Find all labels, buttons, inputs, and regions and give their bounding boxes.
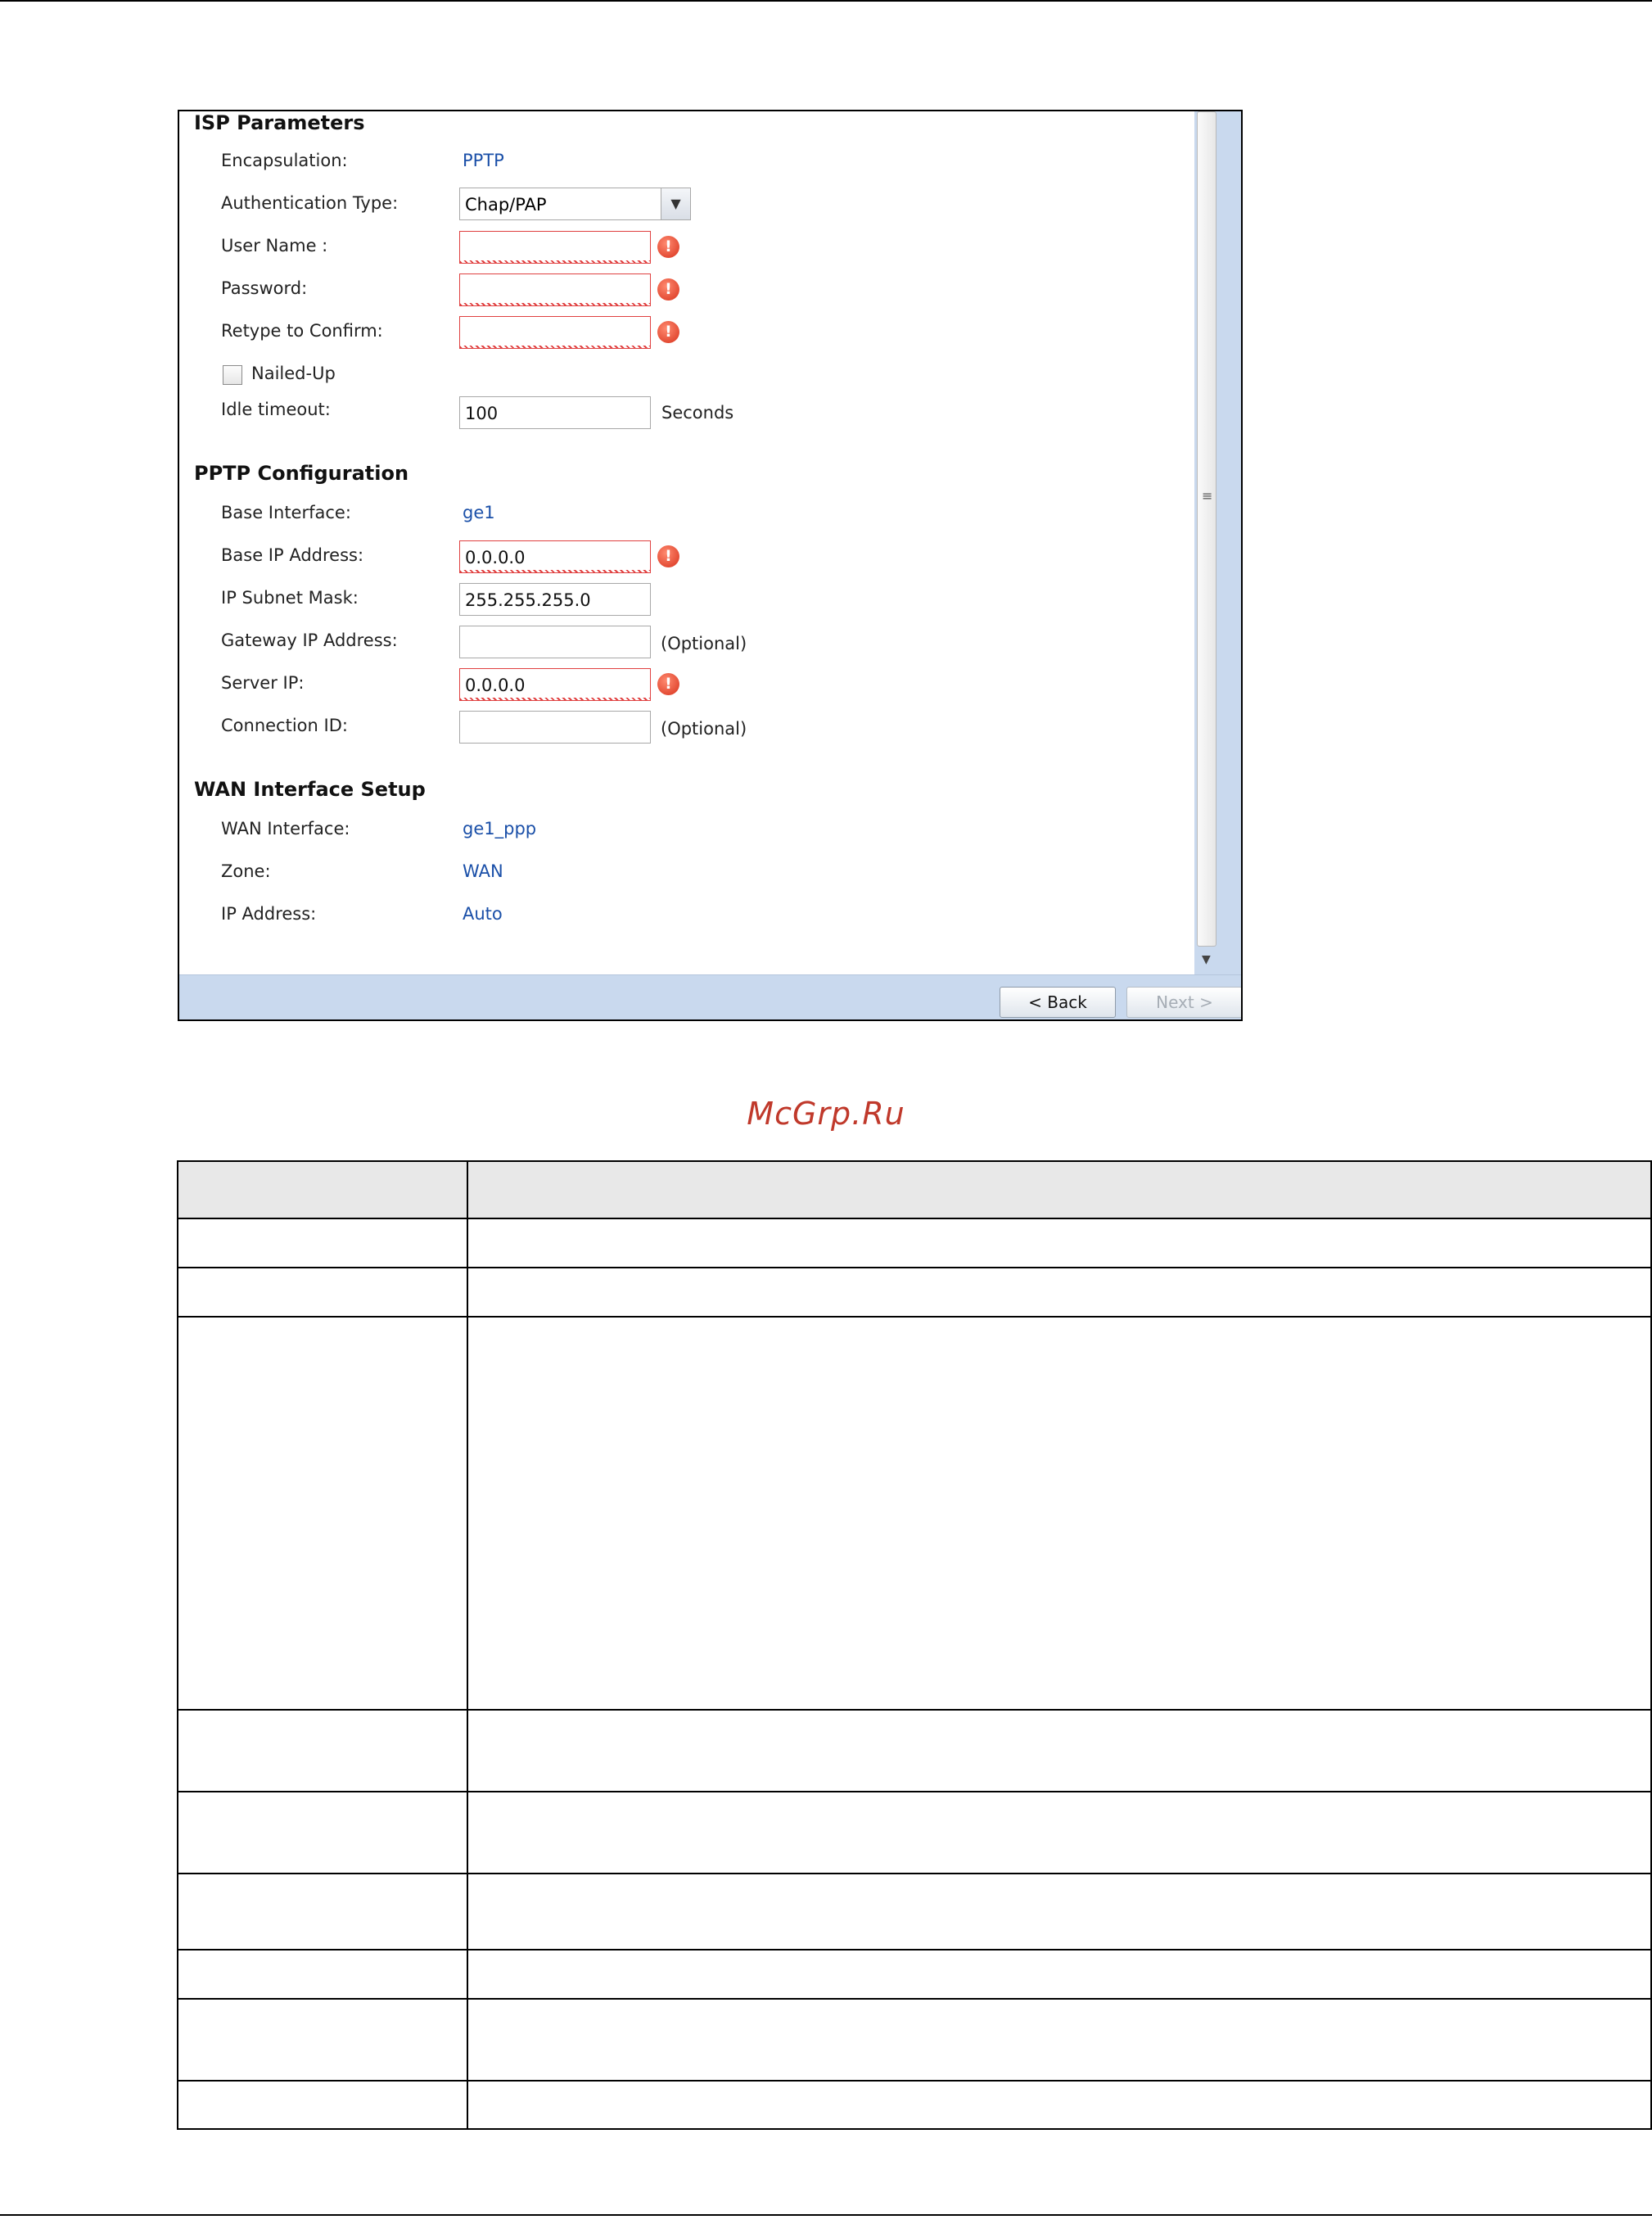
authentication-type-value: Chap/PAP xyxy=(465,195,547,215)
table-row xyxy=(177,1873,1652,1874)
wan-interface-value: ge1_ppp xyxy=(463,819,537,839)
gateway-ip-label: Gateway IP Address: xyxy=(221,631,398,650)
table-row xyxy=(177,1267,1652,1268)
error-icon: ! xyxy=(657,236,679,258)
nailed-up-checkbox[interactable] xyxy=(223,365,242,385)
back-button[interactable]: < Back xyxy=(1000,987,1116,1018)
connection-id-input[interactable] xyxy=(459,711,651,744)
gateway-ip-input[interactable] xyxy=(459,626,651,658)
connection-id-label: Connection ID: xyxy=(221,716,348,735)
retype-confirm-input[interactable] xyxy=(459,316,651,349)
retype-confirm-label: Retype to Confirm: xyxy=(221,321,383,341)
bottom-rule xyxy=(0,2214,1652,2216)
base-ip-input[interactable]: 0.0.0.0 xyxy=(459,540,651,573)
password-label: Password: xyxy=(221,278,308,298)
zone-label: Zone: xyxy=(221,861,271,881)
server-ip-label: Server IP: xyxy=(221,673,305,693)
table-header xyxy=(177,1160,1652,1219)
ip-address-label: IP Address: xyxy=(221,904,317,924)
base-interface-value: ge1 xyxy=(463,503,495,522)
nailed-up-label: Nailed-Up xyxy=(251,364,336,383)
field-description-table xyxy=(177,1160,1652,2130)
zone-value: WAN xyxy=(463,861,503,881)
pptp-configuration-title: PPTP Configuration xyxy=(194,462,409,485)
table-row xyxy=(177,2080,1652,2082)
subnet-mask-label: IP Subnet Mask: xyxy=(221,588,359,608)
idle-timeout-input[interactable]: 100 xyxy=(459,396,651,429)
ip-address-value: Auto xyxy=(463,904,503,924)
table-row xyxy=(177,1316,1652,1318)
scrollbar-thumb[interactable] xyxy=(1197,111,1216,947)
isp-parameters-title: ISP Parameters xyxy=(194,111,365,134)
encapsulation-label: Encapsulation: xyxy=(221,151,348,170)
table-row xyxy=(177,1709,1652,1711)
idle-timeout-unit: Seconds xyxy=(661,403,734,423)
user-name-input[interactable] xyxy=(459,231,651,264)
watermark: McGrp.Ru xyxy=(747,1096,905,1132)
base-ip-label: Base IP Address: xyxy=(221,545,364,565)
server-ip-input[interactable]: 0.0.0.0 xyxy=(459,668,651,701)
password-input[interactable] xyxy=(459,273,651,306)
column-divider xyxy=(467,1160,468,2130)
error-icon: ! xyxy=(657,545,679,567)
authentication-type-select[interactable] xyxy=(459,188,691,220)
table-row xyxy=(177,1791,1652,1792)
gateway-ip-optional: (Optional) xyxy=(661,634,747,653)
error-icon: ! xyxy=(657,321,679,343)
encapsulation-value: PPTP xyxy=(463,151,504,170)
wan-interface-setup-title: WAN Interface Setup xyxy=(194,778,426,801)
idle-timeout-label: Idle timeout: xyxy=(221,400,331,419)
base-interface-label: Base Interface: xyxy=(221,503,351,522)
grip-icon: ≡ xyxy=(1202,488,1213,504)
table-row xyxy=(177,1949,1652,1950)
table-row xyxy=(177,1218,1652,1219)
error-icon: ! xyxy=(657,673,679,695)
error-icon: ! xyxy=(657,278,679,301)
pptp-setup-screenshot xyxy=(178,110,1243,1021)
scroll-down-icon[interactable]: ▼ xyxy=(1202,953,1211,966)
table-border xyxy=(177,1160,1652,2130)
wan-interface-label: WAN Interface: xyxy=(221,819,350,839)
next-button[interactable]: Next > xyxy=(1126,987,1243,1018)
user-name-label: User Name : xyxy=(221,236,328,255)
top-rule xyxy=(0,0,1652,2)
connection-id-optional: (Optional) xyxy=(661,719,747,739)
authentication-type-label: Authentication Type: xyxy=(221,193,399,213)
chevron-down-icon[interactable]: ▼ xyxy=(661,188,690,219)
table-row xyxy=(177,1998,1652,2000)
subnet-mask-input[interactable]: 255.255.255.0 xyxy=(459,583,651,616)
